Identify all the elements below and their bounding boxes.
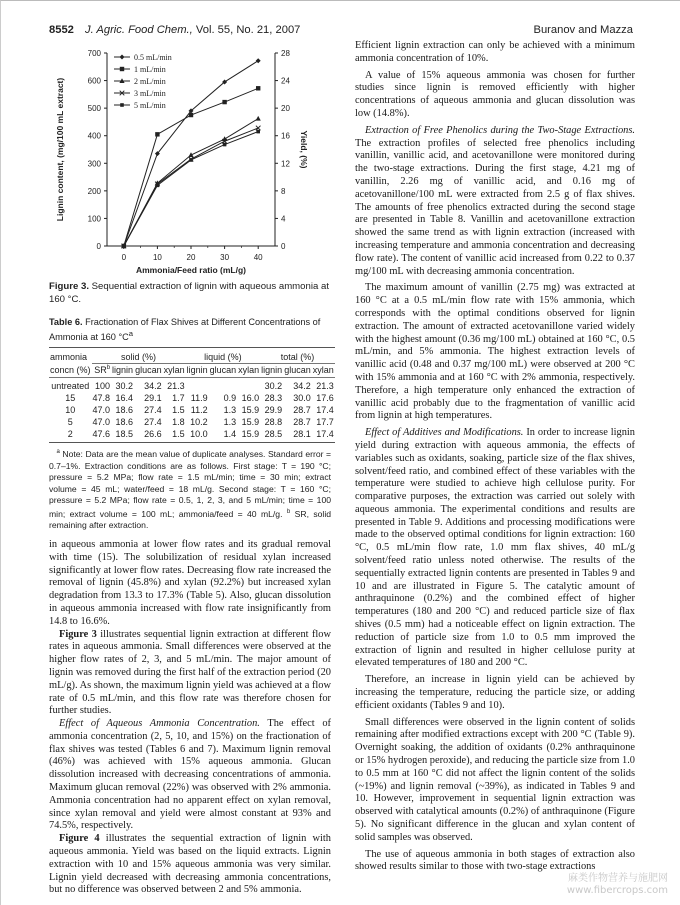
table-cell	[186, 378, 209, 393]
series-line	[124, 132, 258, 246]
table-cell: 15.9	[241, 405, 260, 416]
table-cell: untreated	[51, 381, 90, 392]
column-header: lignin	[260, 364, 283, 378]
paragraph: Efficient lignin extraction can only be achieved with a minimum ammonia concentration of 10%.	[355, 40, 635, 64]
x-tick-label: 40	[253, 253, 263, 262]
section-heading: Effect of Aqueous Ammonia Concentration.	[59, 718, 260, 730]
table-cell: 2	[49, 428, 92, 443]
y-axis-label: Lignin content, (mg/100 mL extract)	[55, 77, 65, 222]
y2-tick-label: 20	[281, 104, 290, 114]
table-cell: 100	[95, 381, 111, 392]
table-cell: 26.6	[134, 428, 163, 443]
footnote-mark-b: b	[286, 508, 291, 515]
table-cell	[209, 378, 238, 393]
data-point-marker	[256, 130, 260, 134]
table-row	[49, 416, 335, 428]
table-caption-text: Fractionation of Flax Shives at Different Concentrations of Ammonia at 160 °C	[49, 317, 321, 343]
y-tick-label: 700	[87, 49, 101, 58]
table-cell: 16.0	[241, 393, 260, 404]
y-tick-label: 500	[87, 104, 101, 114]
x-tick-label: 20	[186, 253, 196, 262]
figure-label: Figure 3.	[49, 281, 89, 292]
y-tick-label: 100	[87, 214, 101, 224]
paragraph: A value of 15% aqueous ammonia was chosen for further studies since lignin is removed efficiently with higher concentrations of aqueous ammonia and glucan dissolution was low (14.8%).	[355, 69, 635, 119]
table-cell: 17.6	[316, 393, 334, 404]
table-cell: 11.9	[190, 393, 208, 404]
group-header-liquid: liquid (%)	[186, 348, 261, 364]
x-tick-label: 0	[121, 253, 127, 262]
table-cell: 28.3	[264, 393, 283, 404]
column-header: xylan	[163, 364, 186, 378]
column-header: xylan	[312, 364, 335, 378]
paragraph	[49, 718, 331, 833]
legend-marker	[120, 103, 124, 107]
y-tick-label: 200	[87, 186, 101, 196]
watermark-line-2: www.fibercrops.com	[566, 885, 668, 896]
table-cell: 1.5	[172, 405, 185, 416]
y2-tick-label: 12	[281, 159, 290, 169]
data-point-marker	[189, 113, 193, 117]
x-tick-label: 10	[152, 253, 162, 262]
paragraph: The use of aqueous ammonia in both stages of extraction also showed results similar to those with two-stage extractions	[355, 848, 635, 873]
column-header: glucan	[283, 364, 312, 378]
table-cell: 1.3	[223, 417, 237, 428]
y2-tick-label: 24	[281, 76, 290, 86]
table-cell: 15	[65, 393, 76, 404]
table-cell: 21.3	[316, 381, 334, 392]
data-point-marker	[122, 244, 126, 248]
table-footnote	[49, 447, 331, 532]
data-point-marker	[155, 132, 159, 136]
table-cell: 18.5	[111, 428, 134, 443]
left-column	[49, 40, 334, 897]
section-heading: Effect of Additives and Modifications.	[365, 427, 524, 439]
table-cell: 34.2	[144, 381, 162, 392]
figure-caption	[49, 281, 331, 306]
table-caption-footnote-mark: a	[128, 329, 134, 338]
paragraph-text: illustrates the sequential extraction of lignin with aqueous ammonia. Yield was based on the liquid extracts. Lignin extraction with 10 and 15% aqueous ammonia was very similar. Lignin yield decreased with decreasing ammonia concentrations, but no difference was observed between 2 and 5% ammonia.	[49, 833, 331, 896]
series-line	[124, 128, 258, 246]
legend-label: 3 mL/min	[134, 89, 166, 98]
page-number: 8552	[49, 24, 74, 36]
table-cell: 34.2	[293, 381, 311, 392]
column-header: glucan	[209, 364, 238, 378]
table-cell: 5	[67, 417, 73, 428]
table-cell: 18.6	[115, 417, 134, 428]
data-point-marker	[256, 86, 260, 90]
table-cell: 10.2	[190, 417, 208, 428]
paragraph-text: In order to increase lignin yield during extraction with aqueous ammonia, the effects of variables such as oxidants, soaking, particle size of the flax shives, solvent/feed ratio, and combined effect of these variables with the temperature were studied to achieve high cellulose purity. For comparative purposes, the extraction was carried out solely with aqueous ammonia. The experimental conditions and results are presented in Table 9. Additions and processing modifications were made to the observed optimal conditions for lignin extraction: 160 °C, 0.5 mL/min flow rate, 1.0 mm flax shives, 40 mL/g solvent/feed ratio unless noted otherwise. The results of the sequentially extracted lignin contents are presented in Tables 9 and 10 and are illustrated in Figure 5. The catalytic amount of anthraquinone (0.2%) and the combined effect of higher temperatures (180 and 200 °C) and reduced particle size of flax shives (0.5 mm) had a noticeable effect on lignin extraction. The reduction of particle size from 1.0 to 0.5 mm improved the extraction of lignin and resulted in higher cellulose purity at elevated temperatures of 180 and 200 °C.	[355, 427, 635, 669]
footnote-b-text: SR, solid remaining after extraction.	[49, 508, 332, 531]
table-cell: 47.0	[92, 417, 111, 428]
data-point-marker	[256, 116, 261, 121]
table-6	[49, 347, 335, 443]
y-tick-label: 300	[87, 159, 101, 169]
legend-marker	[120, 67, 124, 71]
table-cell: 10.0	[186, 428, 209, 443]
table-cell: 47.0	[92, 405, 111, 416]
running-header	[49, 24, 300, 36]
section-heading: Extraction of Free Phenolics during the Two-Stage Extractions.	[365, 124, 635, 136]
figure-caption-text: Sequential extraction of lignin with aqueous ammonia at 160 °C.	[49, 281, 329, 305]
table-cell: 11.2	[190, 405, 208, 416]
table-cell: 47.8	[92, 393, 111, 404]
figure-reference: Figure 3	[59, 628, 97, 640]
paragraph	[49, 833, 331, 897]
paragraph	[355, 125, 635, 279]
table-cell: 28.8	[264, 417, 283, 428]
table-cell: 28.1	[283, 428, 312, 443]
paragraph	[355, 427, 635, 670]
table-cell: 27.4	[144, 417, 162, 428]
table-cell: 1.7	[172, 393, 185, 404]
table-cell: 18.6	[115, 405, 134, 416]
paragraph	[49, 629, 331, 719]
table-cell: 28.5	[260, 428, 283, 443]
table-cell	[237, 378, 260, 393]
paragraph-text: The effect of ammonia concentration (2, 5, 10, and 15%) on the fractionation of flax shives was tested (Tables 6 and 7). Maximum lignin removal (46%) was achieved with 15% aqueous ammonia. Glucan dissolution increased with decreasing concentrations of ammonia. Maximum glucan removal (22%) was observed with 2% ammonia. Ammonia concentration had no apparent effect on xylan removal, since xylan removal and yield were almost constant at 93% and 74.5%, respectively.	[49, 718, 331, 832]
table-row	[49, 404, 335, 416]
table-cell: 30.0	[293, 393, 311, 404]
paragraph-text: illustrates sequential lignin extraction at different flow rates in aqueous ammonia. Small differences were observed at the higher flow rates of 2, 3, and 5 mL/min. The major amount of lignin was removed during the first half of the extraction period (20 mL/g). As shown, the maximum lignin yield was achieved at a flow rate of 0.5 mL/min, and this flow rate was therefore chosen for further studies.	[49, 628, 331, 717]
legend-label: 1 mL/min	[134, 65, 166, 74]
paragraph: Therefore, an increase in lignin yield can be achieved by increasing the temperature, reducing the particle size, or adding efficient oxidants (Tables 9 and 10).	[355, 674, 635, 711]
column-header: concn (%)	[49, 364, 92, 378]
paragraph: Small differences were observed in the lignin content of solids remaining after modified extractions except with 200 °C (Table 9). Overnight soaking, the addition of oxidants (0.2% anthraquinone or 15% hydrogen peroxide), and reducing the particle size from 1.0 to 0.5 mm at 160 °C did not affect the lignin content of the solids (~19%) and lignin removal (~39%), as indicated in Tables 9 and 10. However, improvement in sequential lignin extraction was observed with catalytical amounts (0.2%) of anthraquinone (Figure 5). No significant difference in the glucan and xylan content of solid samples was observed.	[355, 716, 635, 843]
data-point-marker	[223, 143, 227, 147]
group-header-solid: solid (%)	[92, 348, 186, 364]
data-point-marker	[222, 100, 226, 104]
column-header: lignin	[186, 364, 209, 378]
journal-name: J. Agric. Food Chem.,	[85, 24, 193, 36]
x-tick-label: 30	[220, 253, 230, 262]
table-cell: 16.4	[115, 393, 134, 404]
table-row	[49, 428, 335, 443]
watermark-line-1: 麻类作物营养与施肥网	[568, 873, 668, 884]
footnote-a-text: Note: Data are the mean value of duplicate analyses. Standard error = 0.7–1%. Extraction conditions are as follows. First stage: T = 190 °C; pressure = 5.2 MPa; flow rate = 1.5 mL/min; time = 30 min; extract volume = 45 mL; water/feed = 18 mL/g. Second stage: T = 160 °C; pressure = 5.2 MPa; flow rate = 0.5, 1, 2, 3, and 5 mL/min; time = 100 min; extract volume = 100 mL; ammonia/feed = 40 mL/g.	[49, 448, 331, 519]
table-cell: 27.4	[144, 405, 162, 416]
table-body	[49, 378, 335, 443]
column-header: glucan	[134, 364, 163, 378]
y2-axis-label: Yield, (%)	[299, 130, 309, 169]
volume-info: Vol. 55, No. 21, 2007	[195, 24, 301, 36]
legend-label: 0.5 mL/min	[134, 53, 172, 62]
group-header-ammonia: ammonia	[50, 352, 88, 363]
table-row	[49, 392, 335, 404]
table-label: Table 6.	[49, 317, 83, 327]
paragraph: in aqueous ammonia at lower flow rates and its gradual removal with time (15). The solubilization of residual xylan increased significantly at lower flow rates. Decreasing flow rate increased the removal of lignin (45.8%) and xylan (92.2%) but increased xylan degradation from 13.3 to 17.3% (Table 5). Also, glucan dissolution in aqueous ammonia increased with flow rate insignificantly from 14.8 to 16.6%.	[49, 538, 331, 627]
table-cell: 28.7	[293, 417, 311, 428]
watermark	[567, 873, 668, 897]
data-point-marker	[256, 126, 261, 131]
y2-tick-label: 16	[281, 131, 290, 141]
table-cell: 30.2	[264, 381, 283, 392]
figure-reference: Figure 4	[59, 833, 100, 845]
table-row	[49, 378, 335, 393]
data-point-marker	[189, 158, 193, 162]
group-header-total: total (%)	[260, 348, 335, 364]
table-cell: 1.8	[172, 417, 185, 428]
table-cell: 0.9	[223, 393, 237, 404]
legend-marker	[120, 55, 125, 60]
left-body-text	[49, 539, 331, 897]
table-cell: 10	[65, 405, 76, 416]
footnote-mark-a: a	[56, 449, 60, 456]
column-header: $SR^b$	[92, 364, 112, 378]
column-header: xylan	[237, 364, 260, 378]
table-cell: 1.3	[223, 405, 237, 416]
figure-3-chart	[49, 40, 331, 275]
table-cell: 15.9	[241, 417, 260, 428]
table-cell: 15.9	[237, 428, 260, 443]
y2-tick-label: 4	[281, 214, 286, 224]
y2-tick-label: 0	[281, 242, 286, 251]
legend-label: 2 mL/min	[134, 77, 166, 86]
data-point-marker	[256, 58, 261, 63]
line-chart	[49, 40, 331, 275]
legend-label: 5 mL/min	[134, 101, 166, 110]
table-caption	[49, 316, 331, 343]
x-axis-label: Ammonia/Feed ratio (mL/g)	[135, 265, 247, 275]
table-cell: 1.4	[209, 428, 238, 443]
table-cell: 28.7	[293, 405, 311, 416]
column-header: lignin	[111, 364, 134, 378]
y-tick-label: 0	[96, 242, 101, 251]
table-cell: 1.5	[163, 428, 186, 443]
data-point-marker	[156, 184, 160, 188]
running-authors: Buranov and Mazza	[533, 24, 633, 36]
table-group-header-row	[49, 348, 335, 364]
y2-tick-label: 28	[281, 49, 290, 58]
table-cell: 17.4	[316, 405, 334, 416]
table-cell: 17.4	[312, 428, 335, 443]
table-subheader-row	[49, 364, 335, 378]
y2-tick-label: 8	[281, 186, 286, 196]
y-tick-label: 600	[87, 76, 101, 86]
y-tick-label: 400	[87, 131, 101, 141]
table-cell: 29.9	[264, 405, 283, 416]
table-cell: 47.6	[92, 428, 112, 443]
right-column	[355, 40, 635, 874]
table-cell: 17.7	[316, 417, 334, 428]
table-cell: 30.2	[115, 381, 134, 392]
series-line	[124, 119, 258, 246]
table-cell: 29.1	[144, 393, 162, 404]
paragraph-text: The extraction profiles of selected free phenolics including vanillin, vanillic acid, and acetovanillone were monitored during the two-stage extractions. During the first stage, 4.21 mg of vanillin, 2.26 mg of vanillic acid, and 0.16 mg of acetovanillone/100 mL were extracted from 2.5 g of flax shives. The amounts of free phenolics extracted during the second stage are presented in Table 8. Vanillin and acetovanillone extraction showed the same trend as with lignin extraction (increased with increasing temperature and ammonia concentration and decreasing flow rate). The content of vanillic acid increased from 0.22 to 0.37 mg/100 mL with decreasing ammonia concentration.	[355, 137, 635, 277]
table-cell: 21.3	[167, 381, 185, 392]
paragraph: The maximum amount of vanillin (2.75 mg) was extracted at 160 °C at a 0.5 mL/min flow rate with 15% ammonia, which corresponds with the optimal conditions observed for lignin extraction. The amount of extracted acetovanillone varied widely with the highest amount (0.36 mg/100 mL) obtained at 160 °C, 0.5 mL/min, and 5% ammonia. The highest extraction levels of vanillic acid (0.48 and 0.37 mg/100 mL) were observed at 200 °C with 15% ammonia and at 160 °C with 2% ammonia, respectively. Therefore, a high temperature only enhanced the extraction of vanillic acid probably due to the fragmentation of vanillic acid from lignin at high temperatures.	[355, 282, 635, 422]
